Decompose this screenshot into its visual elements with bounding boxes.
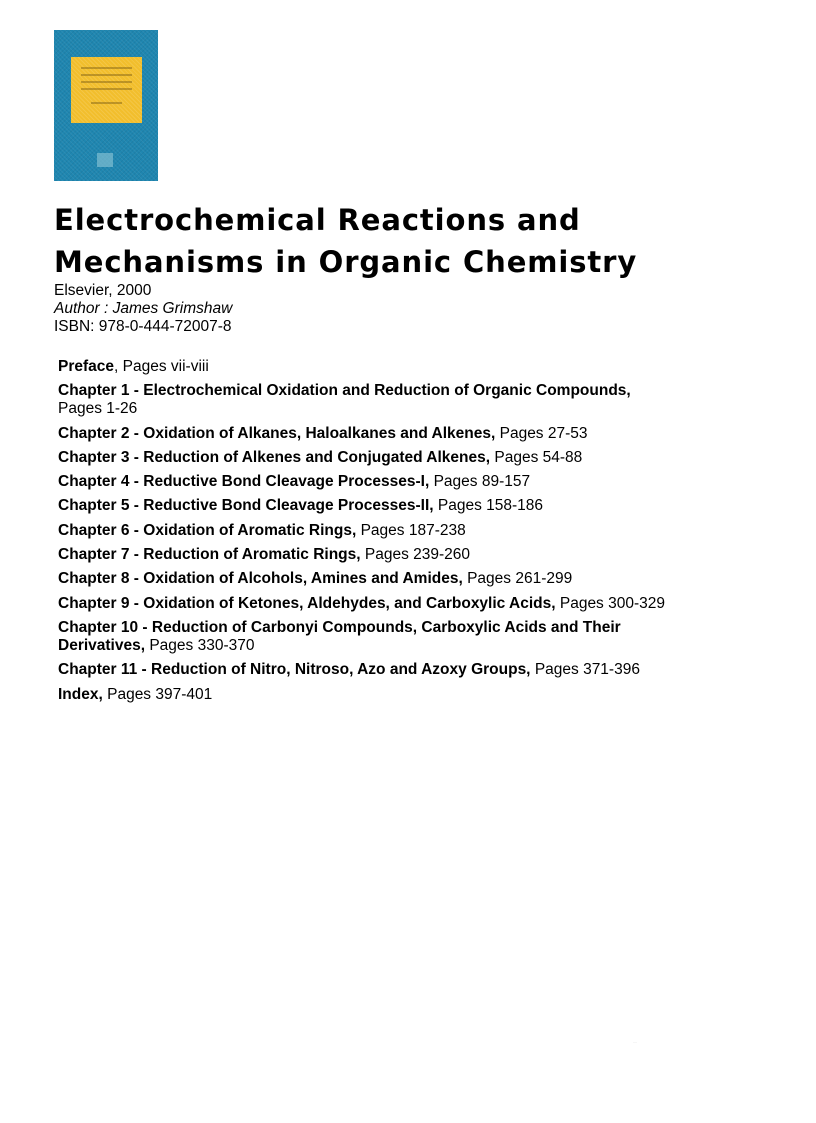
book-title-line-2: Mechanisms in Organic Chemistry [54,245,638,279]
toc-entry-pages: Pages 54-88 [494,448,583,466]
publisher-year: Elsevier, 2000 [54,282,152,299]
toc-entry-title[interactable]: Chapter 2 - Oxidation of Alkanes, Haloalkanes and Alkenes, [58,424,496,442]
toc-entry-title[interactable]: Chapter 6 - Oxidation of Aromatic Rings, [58,521,357,539]
toc-entry-title[interactable]: Chapter 7 - Reduction of Aromatic Rings, [58,546,361,564]
toc-entry-chapter-5[interactable] [58,497,758,515]
table-of-contents [58,358,758,710]
book-title [54,199,774,283]
toc-entry-pages: Pages 397-401 [107,685,213,703]
toc-entry-pages: Pages vii-viii [122,358,209,375]
toc-entry-index[interactable] [58,686,758,704]
toc-entry-pages: Pages 187-238 [360,521,466,539]
book-title-line-1: Electrochemical Reactions and [54,203,581,237]
toc-entry-chapter-6[interactable] [58,522,758,540]
toc-entry-title[interactable]: Preface [58,358,115,375]
publisher-logo-icon [97,153,113,167]
toc-entry-chapter-11[interactable] [58,661,758,679]
toc-entry-pages: Pages 1-26 [58,400,138,418]
toc-entry-chapter-7[interactable] [58,546,758,564]
toc-entry-chapter-2[interactable] [58,425,758,443]
toc-entry-title[interactable]: Chapter 9 - Oxidation of Ketones, Aldehydes, and Carboxylic Acids, [58,594,556,612]
toc-entry-chapter-9[interactable] [58,595,758,613]
toc-entry-pages: Pages 158-186 [437,497,544,515]
toc-entry-title[interactable]: Chapter 4 - Reductive Bond Cleavage Processes-I, [58,473,430,491]
toc-entry-pages: Pages 261-299 [467,570,573,588]
toc-entry-title[interactable]: Chapter 5 - Reductive Bond Cleavage Processes-II, [58,497,434,515]
toc-entry-title[interactable]: Chapter 8 - Oxidation of Alcohols, Amines and Amides, [58,570,463,588]
author: Author : James Grimshaw [54,300,233,317]
book-metadata [54,282,232,336]
toc-entry-pages: Pages 330-370 [149,636,255,654]
toc-entry-chapter-10[interactable] [58,619,678,655]
toc-entry-chapter-1[interactable] [58,382,758,418]
toc-entry-title[interactable]: Chapter 3 - Reduction of Alkenes and Conjugated Alkenes, [58,448,491,466]
toc-entry-chapter-4[interactable] [58,473,758,491]
toc-entry-title[interactable]: Chapter 1 - Electrochemical Oxidation and Reduction of Organic Compounds, [58,382,631,400]
toc-entry-pages: Pages 89-157 [433,473,531,491]
toc-entry-pages: Pages 27-53 [499,424,588,442]
toc-entry-pages: Pages 239-260 [364,546,471,564]
toc-entry-title[interactable]: Chapter 10 - Reduction of Carbonyi Compounds, Carboxylic Acids and Their Derivatives, [58,618,621,654]
page-artifact-mark: ···· [633,1040,637,1044]
book-cover-image [54,30,158,181]
toc-entry-title[interactable]: Chapter 11 - Reduction of Nitro, Nitroso, Azo and Azoxy Groups, [58,661,531,679]
toc-entry-preface[interactable]: Preface, Pages vii-viii [58,358,209,375]
isbn: ISBN: 978-0-444-72007-8 [54,318,232,335]
toc-entry-chapter-8[interactable] [58,570,758,588]
toc-entry-pages: Pages 300-329 [559,594,665,612]
toc-entry-title[interactable]: Index, [58,685,103,703]
cover-title-panel [71,57,142,123]
toc-entry-pages: Pages 371-396 [534,661,640,679]
toc-entry-chapter-3[interactable] [58,449,758,467]
